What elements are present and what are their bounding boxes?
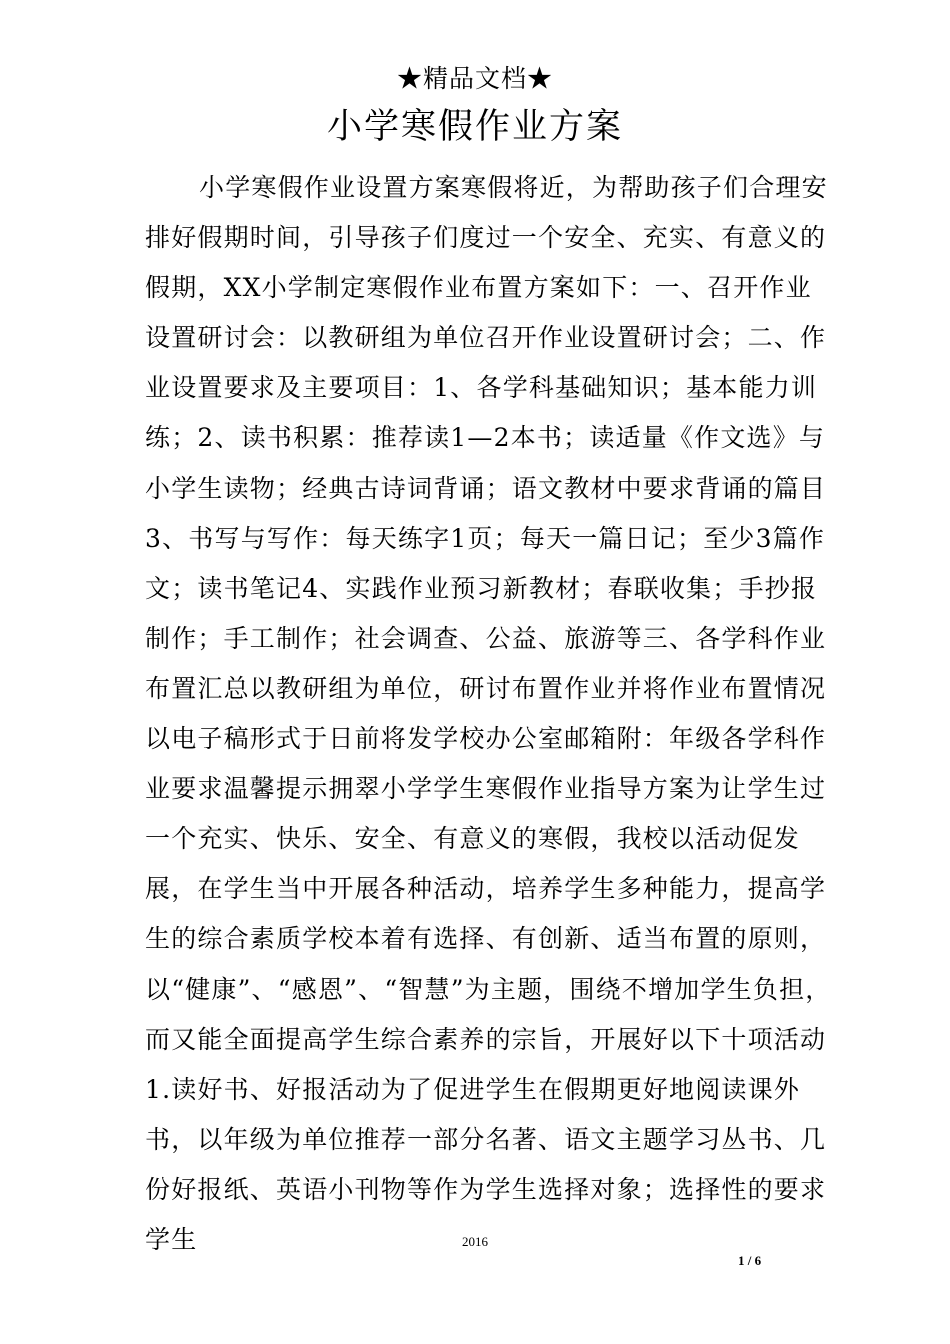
footer-year: 2016 (462, 1234, 488, 1249)
page-number: 1 / 6 (738, 1253, 762, 1268)
body-paragraph: 小学寒假作业设置方案寒假将近，为帮助孩子们合理安排好假期时间，引导孩子们度过一个安全、充实、有意义的假期，XX小学制定寒假作业布置方案如下：一、召开作业设置研讨会：以教研组为单位召开作业设置研讨会；二、作业设置要求及主要项目：1、各学科基础知识；基本能力训练；2、读书积累：推荐读1—2本书；读适量《作文选》与小学生读物；经典古诗词背诵；语文教材中要求背诵的篇目3、书写与写作：每天练字1页；每天一篇日记；至少3篇作文；读书笔记4、实践作业预习新教材；春联收集；手抄报制作；手工制作；社会调查、公益、旅游等三、各学科作业布置汇总以教研组为单位，研讨布置作业并将作业布置情况以电子稿形式于日前将发学校办公室邮箱附：年级各学科作业要求温馨提示拥翠小学学生寒假作业指导方案为让学生过一个充实、快乐、安全、有意义的寒假，我校以活动促发展，在学生当中开展各种活动，培养学生多种能力，提高学生的综合素质学校本着有选择、有创新、适当布置的原则，以“健康”、“感恩”、“智慧”为主题，围绕不增加学生负担，而又能全面提高学生综合素养的宗旨，开展好以下十项活动 1.读好书、好报活动为了促进学生在假期更好地阅读课外书，以年级为单位推荐一部分名著、语文主题学习丛书、几份好报纸、英语小刊物等作为学生选择对象；选择性的要求学生 (145, 173, 832, 1254)
header-mark: ★精品文档★ (396, 64, 553, 93)
document-title: 小学寒假作业方案 (326, 107, 623, 147)
